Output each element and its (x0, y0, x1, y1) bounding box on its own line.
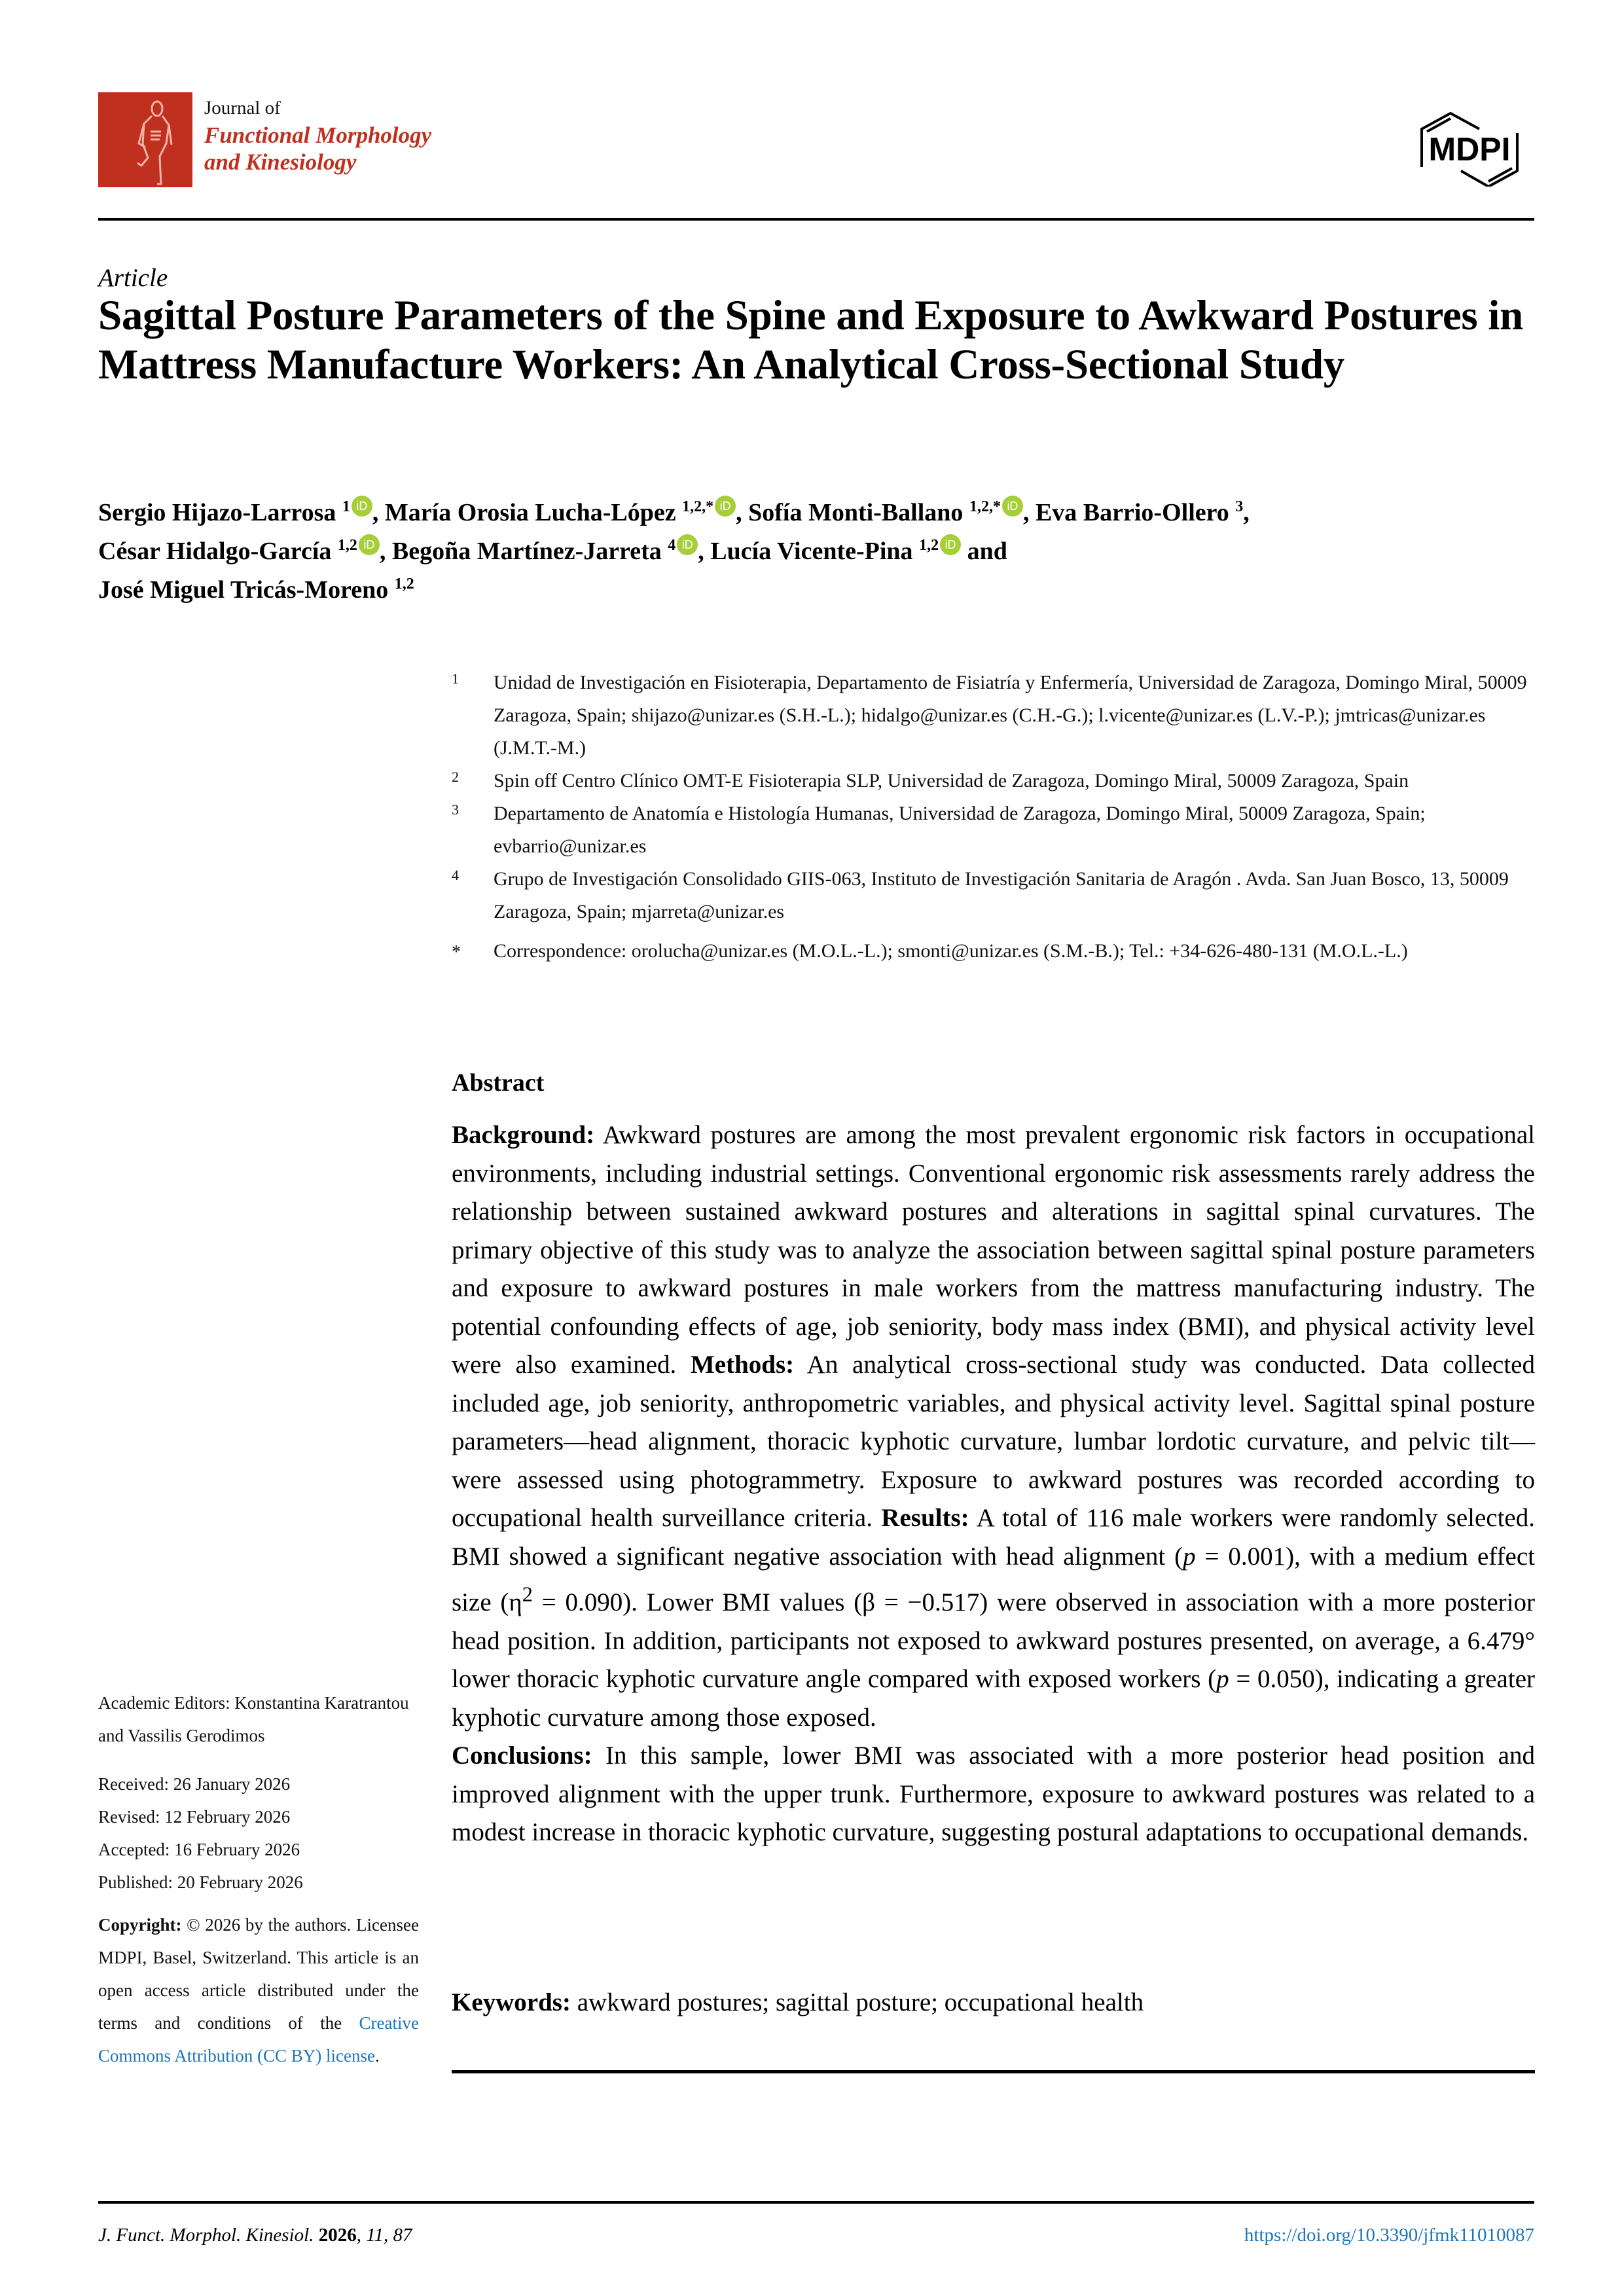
mdpi-hexagon-icon (1407, 108, 1532, 187)
mdpi-logo[interactable] (1407, 108, 1532, 187)
author-list: Sergio Hijazo-Larrosa $^1$ iD , María Orosia Lucha-López $^{1,2,*}$ iD , Sofía Monti-Ballano $^{1,2,*}$ iD , Eva Barrio-Ollero $^3$, César Hidalgo-García $^{1,2}$ iD , Begoña Martínez-Jarreta $^4$ iD , Lucía Vicente-Pina $^{1,2}$ iD and José Miguel Tricás-Moreno $^{1,2}$ (98, 494, 1534, 610)
license-link[interactable]: Creative Commons Attribution (CC BY) license (98, 2013, 419, 2066)
publication-dates (98, 1768, 419, 1899)
author: José Miguel Tricás-Moreno $^{1,2}$ (98, 575, 414, 604)
journal-logo (98, 92, 192, 187)
running-figure-icon (98, 92, 192, 187)
academic-editors: Academic Editors: Konstantina Karatrantou and Vassilis Gerodimos (98, 1693, 409, 1745)
affiliation-item: 1 Unidad de Investigación en Fisioterapia, Departamento de Fisiatría y Enfermería, Universidad de Zaragoza, Domingo Miral, 50009 Zaragoza, Spain; shijazo@unizar.es (S.H.-L.); hidalgo@unizar.es (C.H.-G.); l.vicente@unizar.es (L.V.-P.); jmtricas@unizar.es (J.M.T.-M.) (452, 670, 1527, 759)
affiliation-item: 2 Spin off Centro Clínico OMT-E Fisioterapia SLP, Universidad de Zaragoza, Domingo Miral, 50009 Zaragoza, Spain (452, 769, 1409, 792)
affiliation-item: 4 Grupo de Investigación Consolidado GIIS-063, Instituto de Investigación Sanitaria de Aragón . Avda. San Juan Bosco, 13, 50009 Zaragoza, Spain; mjarreta@unizar.es (452, 867, 1509, 922)
orcid-icon[interactable]: iD (677, 534, 698, 555)
orcid-icon[interactable]: iD (359, 534, 380, 555)
author: María Orosia Lucha-López $^{1,2,*}$ iD (385, 499, 736, 526)
keywords: Keywords: awkward postures; sagittal posture; occupational health (452, 1988, 1144, 2016)
orcid-icon[interactable]: iD (715, 496, 736, 517)
revised-date: Revised: 12 February 2026 (98, 1807, 291, 1827)
header-divider (98, 218, 1534, 221)
doi-link[interactable]: https://doi.org/10.3390/jfmk11010087 (1244, 2225, 1534, 2246)
copyright-notice: Copyright: © 2026 by the authors. Licensee MDPI, Basel, Switzerland. This article is an open access article distributed under the terms and conditions of the Creative Commons Attribution (CC BY) license. (98, 1915, 419, 2066)
affiliation-item: 3 Departamento de Anatomía e Histología Humanas, Universidad de Zaragoza, Domingo Miral, 50009 Zaragoza, Spain; evbarrio@unizar.es (452, 801, 1426, 857)
article-type: Article (98, 264, 168, 292)
author: Begoña Martínez-Jarreta $^4$ iD (392, 538, 698, 565)
published-date: Published: 20 February 2026 (98, 1872, 303, 1892)
author: Sergio Hijazo-Larrosa $^1$ iD (98, 499, 372, 526)
abstract-heading: Abstract (452, 1069, 545, 1097)
correspondence: * Correspondence: orolucha@unizar.es (M.O.L.-L.); smonti@unizar.es (S.M.-B.); Tel.: +34-626-480-131 (M.O.L.-L.) (452, 940, 1408, 962)
received-date: Received: 26 January 2026 (98, 1774, 291, 1794)
orcid-icon[interactable]: iD (1002, 496, 1023, 517)
orcid-icon[interactable]: iD (351, 496, 372, 517)
author: César Hidalgo-García $^{1,2}$ iD (98, 538, 380, 565)
article-title: Sagittal Posture Parameters of the Spine and Exposure to Awkward Postures in Mattress Manufacture Workers: An Analytical Cross-Sectional Study (98, 292, 1523, 388)
abstract-divider (452, 2070, 1535, 2073)
author: Eva Barrio-Ollero $^3$ (1035, 498, 1244, 526)
svg-text:MDPI: MDPI (1428, 131, 1511, 168)
journal-name: Functional Morphology and Kinesiology (204, 122, 432, 175)
journal-prefix: Journal of (204, 98, 281, 118)
orcid-icon[interactable]: iD (940, 534, 961, 555)
citation: J. Funct. Morphol. Kinesiol. 2026, 11, 87 (98, 2225, 412, 2246)
footer-divider (98, 2201, 1534, 2204)
author: Lucía Vicente-Pina $^{1,2}$ iD (710, 538, 961, 565)
accepted-date: Accepted: 16 February 2026 (98, 1840, 300, 1859)
abstract-body: Background: Awkward postures are among the most prevalent ergonomic risk factors in occupational environments, including industrial settings. Conventional ergonomic risk assessments rarely address the relationship between sustained awkward postures and alterations in sagittal spinal curvatures. The primary objective of this study was to analyze the association between sagittal spinal posture parameters and exposure to awkward postures in male workers from the mattress manufacturing industry. The potential confounding effects of age, job seniority, body mass index (BMI), and physical activity level were also examined. Methods: An analytical cross-sectional study was conducted. Data collected included age, job seniority, anthropometric variables, and physical activity level. Sagittal spinal posture parameters—head alignment, thoracic kyphotic curvature, lumbar lordotic curvature, and pelvic tilt—were assessed using photogrammetry. Exposure to awkward postures was recorded according to occupational health surveillance criteria. Results: A total of 116 male workers were randomly selected. BMI showed a significant negative association with head alignment (p = 0.001), with a medium effect size $(\eta^2 = 0.090)$. Lower BMI values (β = −0.517) were observed in association with a more posterior head position. In addition, participants not exposed to awkward postures presented, on average, a 6.479° lower thoracic kyphotic curvature angle compared with exposed workers (p = 0.050), indicating a greater kyphotic curvature among those exposed. Conclusions: In this sample, lower BMI was associated with a more posterior head position and improved alignment with the upper trunk. Furthermore, exposure to awkward postures was related to a modest increase in thoracic kyphotic curvature, suggesting postural adaptations to occupational demands. (452, 1121, 1536, 1846)
author: Sofía Monti-Ballano $^{1,2,*}$ iD (748, 499, 1023, 526)
affiliations (452, 666, 1538, 969)
